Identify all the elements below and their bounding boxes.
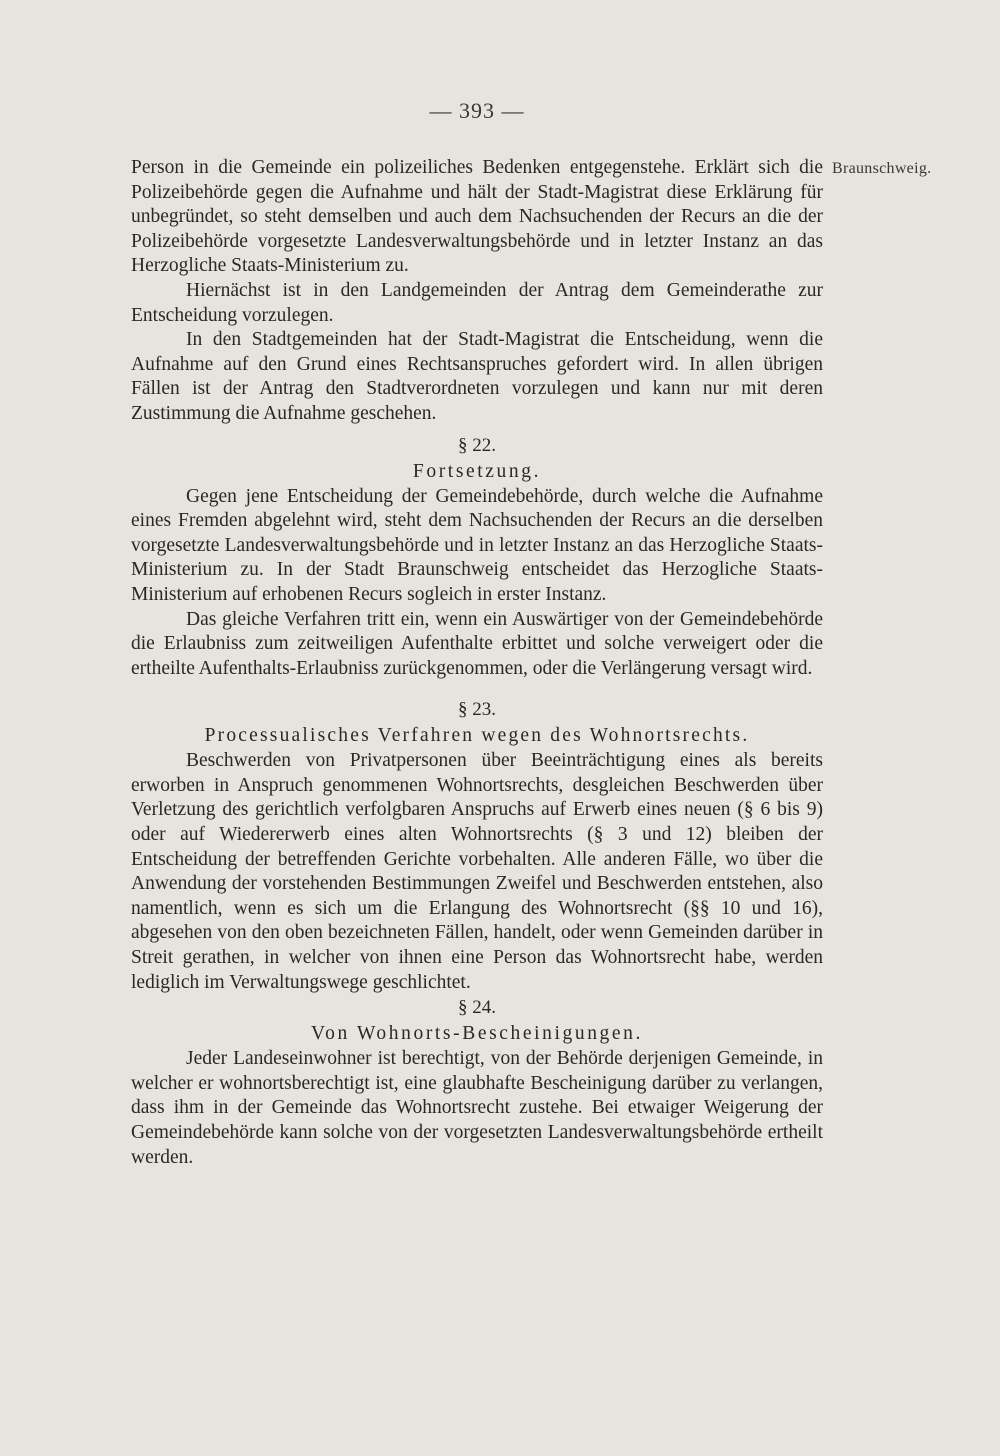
section-number: § 23. xyxy=(458,699,496,721)
paragraph: Person in die Gemeinde ein polizeiliches Bedenken entgegenstehe. Erklärt sich die Polizeibehörde gegen die Aufnahme und hält der Stadt-Magistrat diese Erklärung für unbegründet, so steht demselben und auch dem Nachsuchenden der Recurs an die der Polizeibehörde vorgesetzte Landesverwaltungsbehörde und in letzter Instanz an das Herzogliche Staats-Ministerium zu. xyxy=(131,157,823,277)
page-number: — 393 — xyxy=(429,98,525,123)
section-title: Von Wohnorts-Bescheinigungen. xyxy=(310,1023,643,1045)
section-number: § 22. xyxy=(458,434,496,456)
paragraph: Beschwerden von Privatpersonen über Beeinträchtigung eines als bereits erworben in Anspruch genommenen Wohnortsrechts, desgleichen Beschwerden über Verletzung des gerichtlich verfolgbaren Anspruchs auf Erwerb eines neuen (§ 6 bis 9) oder auf Wiedererwerb eines alten Wohnortsrechts (§ 3 und 12) bleiben der Entscheidung der betreffenden Gerichte vorbehalten. Alle anderen Fälle, wo über die Anwendung der vorstehenden Bestimmungen Zweifel und Beschwerden entstehen, also namentlich, wenn es sich um die Erlangung des Wohnortsrecht (§§ 10 und 16), abgesehen von den oben bezeichneten Fällen, handelt, oder wenn Gemeinden darüber in Streit gerathen, in welcher von ihnen eine Person das Wohnortsrecht habe, werden lediglich im Verwaltungswege geschlichtet. xyxy=(131,750,823,993)
paragraph: Jeder Landeseinwohner ist berechtigt, von der Behörde derjenigen Gemeinde, in welcher er wohnortsberechtigt ist, eine glaubhafte Bescheinigung darüber zu verlangen, dass ihm in der Gemeinde das Wohnortsrecht zustehe. Bei etwaiger Weigerung der Gemeindebehörde kann solche von der vorgesetzten Landesverwaltungsbehörde ertheilt werden. xyxy=(131,1048,823,1168)
section-title: Fortsetzung. xyxy=(412,460,542,482)
paragraph: Gegen jene Entscheidung der Gemeindebehörde, durch welche die Aufnahme eines Fremden abgelehnt wird, steht dem Nachsuchenden der Recurs an die derselben vorgesetzte Landesverwaltungsbehörde und in letzter Instanz an das Herzogliche Staats-Ministerium zu. In der Stadt Braunschweig entscheidet das Herzogliche Staats-Ministerium auf erhobenen Recurs sogleich in erster Instanz. xyxy=(131,485,823,605)
section-title: Processualisches Verfahren wegen des Wohnortsrechts. xyxy=(204,725,750,747)
section-number: § 24. xyxy=(458,997,496,1019)
paragraph: In den Stadtgemeinden hat der Stadt-Magistrat die Entscheidung, wenn die Aufnahme auf den Grund eines Rechtsanspruches gefordert wird. In allen übrigen Fällen ist der Antrag den Stadtverordneten vorzulegen und kann nur mit deren Zustimmung die Aufnahme geschehen. xyxy=(131,329,823,424)
paragraph: Hiernächst ist in den Landgemeinden der Antrag dem Gemeinderathe zur Entscheidung vorzulegen. xyxy=(131,279,823,326)
margin-note: Braunschweig. xyxy=(832,160,932,177)
body-text xyxy=(131,156,823,1170)
paragraph: Das gleiche Verfahren tritt ein, wenn ein Auswärtiger von der Gemeindebehörde die Erlaubniss zum zeitweiligen Aufenthalte erbittet und solche verweigert oder die ertheilte Aufenthalts-Erlaubniss zurückgenommen, oder die Verlängerung versagt wird. xyxy=(131,608,823,679)
